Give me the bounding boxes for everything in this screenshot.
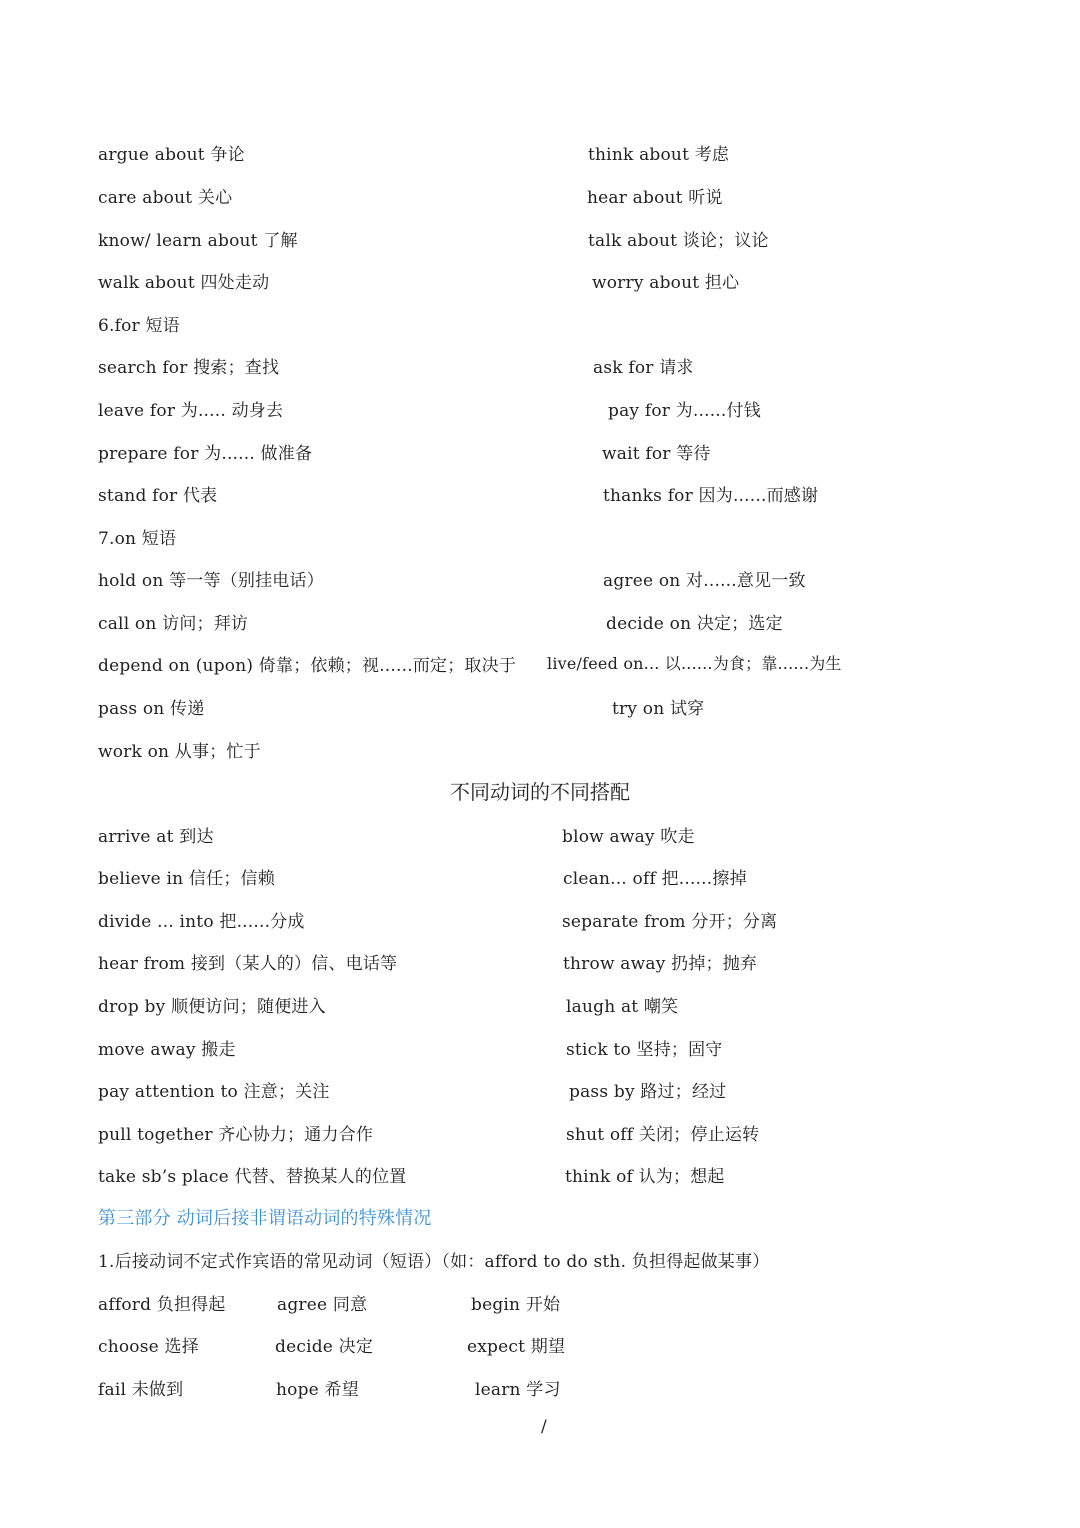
verb-item: choose 选择 bbox=[98, 1337, 199, 1357]
phrase-left: believe in 信任；信赖 bbox=[98, 869, 275, 889]
phrase-left: hold on 等一等（别挂电话） bbox=[98, 571, 324, 591]
phrase-right: agree on 对......意见一致 bbox=[603, 571, 806, 591]
phrase-right: stick to 坚持；固守 bbox=[566, 1040, 723, 1060]
phrase-left: care about 关心 bbox=[98, 188, 233, 208]
phrase-right: hear about 听说 bbox=[587, 188, 723, 208]
phrase-right: shut off 关闭；停止运转 bbox=[566, 1125, 760, 1145]
phrase-left: walk about 四处走动 bbox=[98, 273, 270, 293]
phrase-left: know/ learn about 了解 bbox=[98, 231, 298, 251]
phrase-right: ask for 请求 bbox=[593, 358, 694, 378]
phrase-right: clean... off 把......擦掉 bbox=[563, 869, 747, 889]
phrase-right: worry about 担心 bbox=[592, 273, 740, 293]
phrase-left: depend on (upon) 倚靠；依赖；视......而定；取决于 bbox=[98, 656, 517, 676]
page-number: / bbox=[541, 1417, 547, 1437]
phrase-left: take sb’s place 代替、替换某人的位置 bbox=[98, 1167, 407, 1187]
verb-item: fail 未做到 bbox=[98, 1380, 184, 1400]
verb-item: begin 开始 bbox=[471, 1295, 561, 1315]
phrase-left: search for 搜索；查找 bbox=[98, 358, 280, 378]
phrase-left: pass on 传递 bbox=[98, 699, 205, 719]
infinitive-heading: 1.后接动词不定式作宾语的常见动词（短语）（如：afford to do sth. 负担得起做某事） bbox=[98, 1252, 770, 1272]
phrase-left: stand for 代表 bbox=[98, 486, 218, 506]
phrase-right: blow away 吹走 bbox=[562, 827, 695, 847]
phrase-left: pull together 齐心协力；通力合作 bbox=[98, 1125, 374, 1145]
phrase-left: arrive at 到达 bbox=[98, 827, 214, 847]
phrase-left: pay attention to 注意；关注 bbox=[98, 1082, 330, 1102]
phrase-right: thanks for 因为......而感谢 bbox=[603, 486, 819, 506]
phrase-right: decide on 决定；选定 bbox=[606, 614, 783, 634]
phrase-left: move away 搬走 bbox=[98, 1040, 236, 1060]
verb-item: learn 学习 bbox=[475, 1380, 561, 1400]
phrase-left: call on 访问；拜访 bbox=[98, 614, 249, 634]
phrase-right: live/feed on... 以......为食；靠......为生 bbox=[547, 654, 842, 673]
phrase-right: separate from 分开；分离 bbox=[562, 912, 778, 932]
phrase-right: talk about 谈论；议论 bbox=[588, 231, 769, 251]
phrase-right: pass by 路过；经过 bbox=[569, 1082, 727, 1102]
verb-item: afford 负担得起 bbox=[98, 1295, 226, 1315]
phrase-left: prepare for 为...... 做准备 bbox=[98, 444, 313, 464]
phrase-right: wait for 等待 bbox=[602, 444, 711, 464]
section-title: 不同动词的不同搭配 bbox=[450, 780, 630, 804]
phrase-right: pay for 为......付钱 bbox=[608, 401, 761, 421]
verb-item: agree 同意 bbox=[277, 1295, 368, 1315]
part-three-heading: 第三部分 动词后接非谓语动词的特殊情况 bbox=[98, 1208, 432, 1229]
phrase-right: laugh at 嘲笑 bbox=[566, 997, 679, 1017]
phrase-left: leave for 为..... 动身去 bbox=[98, 401, 284, 421]
section-heading-on: 7.on 短语 bbox=[98, 529, 177, 549]
phrase-left: work on 从事；忙于 bbox=[98, 742, 261, 762]
phrase-left: divide ... into 把......分成 bbox=[98, 912, 305, 932]
phrase-left: drop by 顺便访问；随便进入 bbox=[98, 997, 326, 1017]
section-heading-for: 6.for 短语 bbox=[98, 316, 180, 336]
verb-item: hope 希望 bbox=[276, 1380, 359, 1400]
phrase-right: throw away 扔掉；抛弃 bbox=[563, 954, 758, 974]
phrase-right: think about 考虑 bbox=[588, 145, 730, 165]
verb-item: expect 期望 bbox=[467, 1337, 566, 1357]
phrase-right: try on 试穿 bbox=[612, 699, 705, 719]
verb-item: decide 决定 bbox=[275, 1337, 374, 1357]
phrase-left: argue about 争论 bbox=[98, 145, 245, 165]
phrase-right: think of 认为；想起 bbox=[565, 1167, 725, 1187]
phrase-left: hear from 接到（某人的）信、电话等 bbox=[98, 954, 398, 974]
